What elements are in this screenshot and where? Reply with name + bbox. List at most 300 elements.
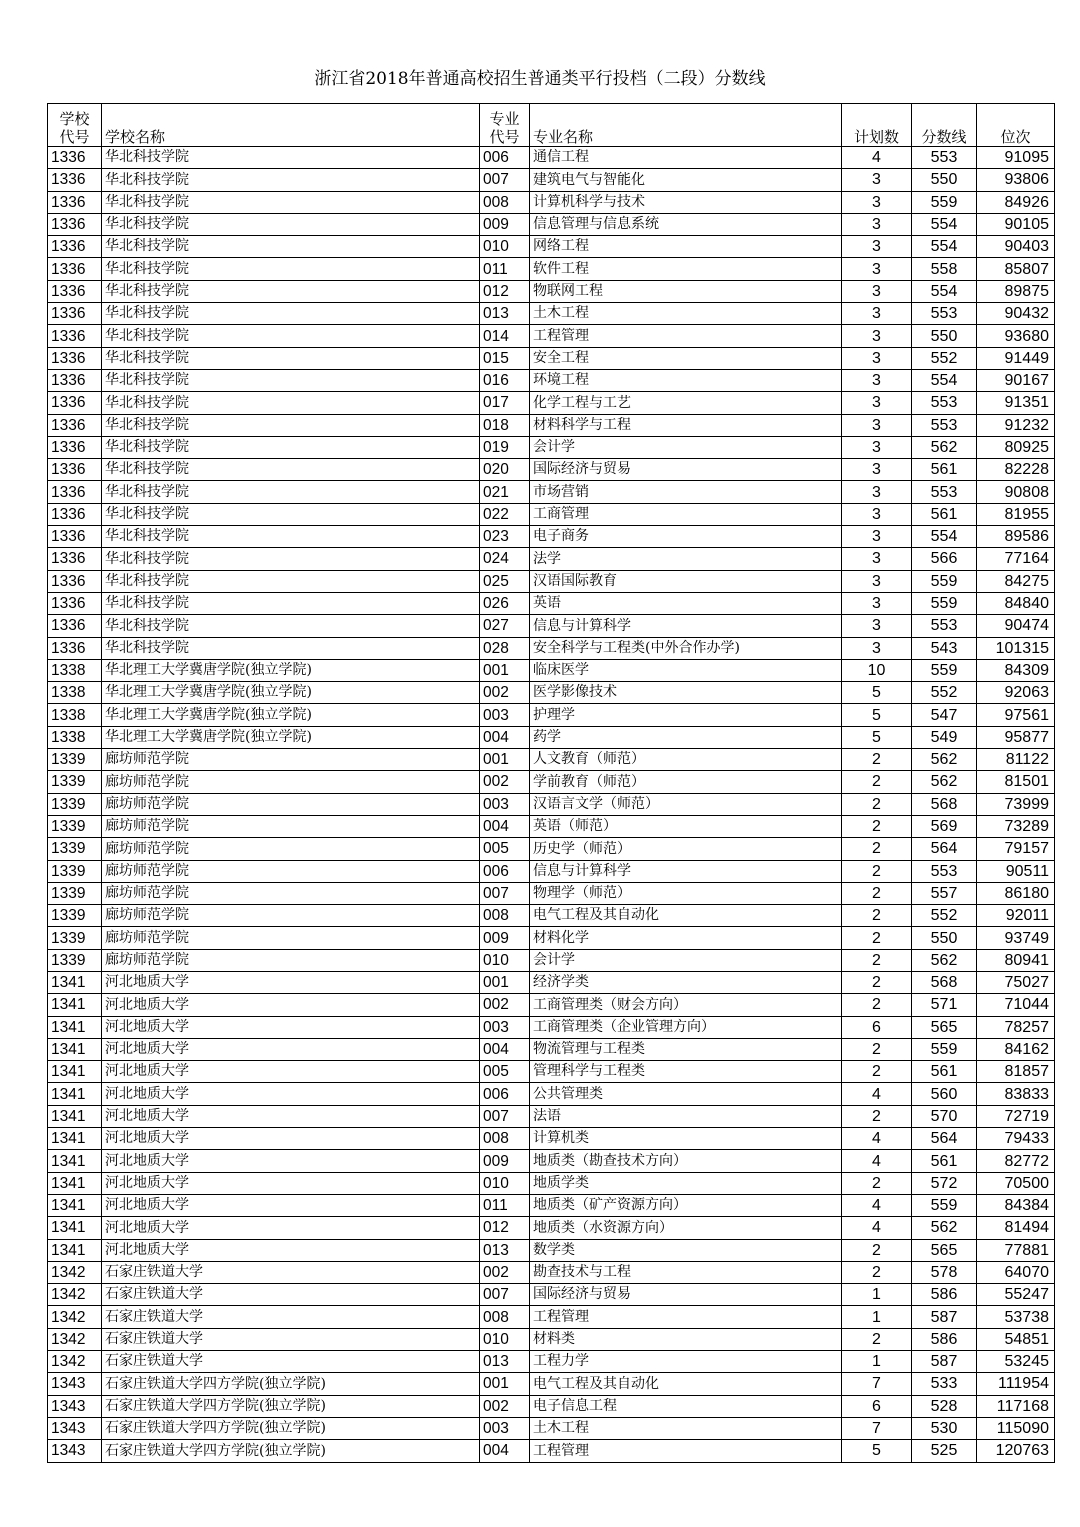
- cell-rank: 81955: [977, 503, 1055, 525]
- cell-major-name: 材料化学: [530, 927, 842, 949]
- cell-major-name: 化学工程与工艺: [530, 392, 842, 414]
- cell-school-name: 廊坊师范学院: [102, 838, 480, 860]
- cell-plan-count: 1: [842, 1351, 912, 1373]
- table-row: [48, 1217, 1055, 1239]
- cell-major-name: 学前教育（师范）: [530, 771, 842, 793]
- cell-score-line: 564: [912, 1128, 977, 1150]
- cell-major-code: 008: [480, 191, 530, 213]
- cell-school-name: 石家庄铁道大学: [102, 1261, 480, 1283]
- cell-school-code: 1342: [48, 1351, 102, 1373]
- table-body: [48, 147, 1055, 1463]
- cell-school-code: 1336: [48, 280, 102, 302]
- page-title: 浙江省2018年普通高校招生普通类平行投档（二段）分数线: [314, 69, 766, 89]
- cell-major-code: 018: [480, 414, 530, 436]
- cell-school-name: 石家庄铁道大学: [102, 1306, 480, 1328]
- cell-plan-count: 3: [842, 570, 912, 592]
- cell-score-line: 553: [912, 392, 977, 414]
- cell-score-line: 559: [912, 659, 977, 681]
- cell-rank: 84840: [977, 592, 1055, 614]
- cell-score-line: 552: [912, 905, 977, 927]
- cell-rank: 53245: [977, 1351, 1055, 1373]
- cell-plan-count: 7: [842, 1417, 912, 1439]
- cell-plan-count: 2: [842, 1105, 912, 1127]
- cell-score-line: 568: [912, 971, 977, 993]
- cell-school-code: 1336: [48, 414, 102, 436]
- cell-school-name: 华北科技学院: [102, 592, 480, 614]
- cell-major-name: 人文教育（师范）: [530, 749, 842, 771]
- table-row: [48, 526, 1055, 548]
- cell-plan-count: 6: [842, 1016, 912, 1038]
- cell-rank: 84309: [977, 659, 1055, 681]
- cell-school-code: 1336: [48, 303, 102, 325]
- cell-major-name: 电子商务: [530, 526, 842, 548]
- cell-plan-count: 3: [842, 481, 912, 503]
- cell-plan-count: 3: [842, 236, 912, 258]
- cell-major-code: 001: [480, 971, 530, 993]
- cell-school-code: 1339: [48, 927, 102, 949]
- cell-rank: 84275: [977, 570, 1055, 592]
- cell-major-name: 通信工程: [530, 147, 842, 169]
- cell-school-name: 华北科技学院: [102, 147, 480, 169]
- cell-major-code: 024: [480, 548, 530, 570]
- cell-plan-count: 2: [842, 971, 912, 993]
- cell-score-line: 578: [912, 1261, 977, 1283]
- table-row: [48, 169, 1055, 191]
- cell-school-code: 1336: [48, 258, 102, 280]
- table-row: [48, 325, 1055, 347]
- cell-major-code: 008: [480, 1306, 530, 1328]
- table-row: [48, 927, 1055, 949]
- table-row: [48, 860, 1055, 882]
- cell-major-name: 材料类: [530, 1328, 842, 1350]
- cell-major-code: 005: [480, 838, 530, 860]
- cell-major-code: 003: [480, 793, 530, 815]
- cell-major-name: 药学: [530, 726, 842, 748]
- cell-rank: 71044: [977, 994, 1055, 1016]
- table-row: [48, 481, 1055, 503]
- cell-major-code: 025: [480, 570, 530, 592]
- cell-school-name: 河北地质大学: [102, 1239, 480, 1261]
- cell-school-name: 石家庄铁道大学四方学院(独立学院): [102, 1440, 480, 1462]
- cell-rank: 54851: [977, 1328, 1055, 1350]
- cell-school-code: 1341: [48, 1083, 102, 1105]
- cell-school-code: 1339: [48, 838, 102, 860]
- table-row: [48, 1440, 1055, 1462]
- cell-major-name: 汉语言文学（师范）: [530, 793, 842, 815]
- cell-rank: 73999: [977, 793, 1055, 815]
- cell-major-code: 023: [480, 526, 530, 548]
- cell-score-line: 543: [912, 637, 977, 659]
- table-row: [48, 548, 1055, 570]
- cell-plan-count: 3: [842, 280, 912, 302]
- cell-school-code: 1341: [48, 971, 102, 993]
- cell-plan-count: 1: [842, 1306, 912, 1328]
- cell-score-line: 553: [912, 615, 977, 637]
- cell-school-code: 1341: [48, 994, 102, 1016]
- cell-school-code: 1339: [48, 749, 102, 771]
- cell-major-name: 信息与计算科学: [530, 615, 842, 637]
- cell-school-code: 1338: [48, 659, 102, 681]
- cell-score-line: 569: [912, 815, 977, 837]
- cell-school-code: 1339: [48, 860, 102, 882]
- cell-plan-count: 3: [842, 392, 912, 414]
- cell-major-name: 工程力学: [530, 1351, 842, 1373]
- cell-school-code: 1336: [48, 213, 102, 235]
- cell-score-line: 560: [912, 1083, 977, 1105]
- cell-plan-count: 1: [842, 1284, 912, 1306]
- cell-major-code: 011: [480, 1194, 530, 1216]
- cell-score-line: 554: [912, 236, 977, 258]
- cell-school-name: 廊坊师范学院: [102, 949, 480, 971]
- cell-score-line: 550: [912, 927, 977, 949]
- table-row: [48, 280, 1055, 302]
- cell-school-code: 1343: [48, 1373, 102, 1395]
- cell-school-name: 石家庄铁道大学: [102, 1351, 480, 1373]
- cell-school-name: 石家庄铁道大学: [102, 1284, 480, 1306]
- cell-rank: 81857: [977, 1061, 1055, 1083]
- cell-school-name: 华北理工大学冀唐学院(独立学院): [102, 682, 480, 704]
- cell-major-name: 勘查技术与工程: [530, 1261, 842, 1283]
- cell-score-line: 557: [912, 882, 977, 904]
- cell-major-name: 地质类（矿产资源方向）: [530, 1194, 842, 1216]
- cell-plan-count: 2: [842, 949, 912, 971]
- table-row: [48, 615, 1055, 637]
- table-row: [48, 1395, 1055, 1417]
- cell-school-name: 华北科技学院: [102, 169, 480, 191]
- table-row: [48, 1128, 1055, 1150]
- cell-school-name: 石家庄铁道大学: [102, 1328, 480, 1350]
- cell-school-code: 1342: [48, 1261, 102, 1283]
- cell-rank: 80941: [977, 949, 1055, 971]
- cell-school-code: 1336: [48, 459, 102, 481]
- cell-major-name: 法学: [530, 548, 842, 570]
- cell-school-code: 1336: [48, 526, 102, 548]
- cell-score-line: 561: [912, 503, 977, 525]
- cell-major-code: 002: [480, 1261, 530, 1283]
- cell-rank: 92011: [977, 905, 1055, 927]
- cell-school-name: 石家庄铁道大学四方学院(独立学院): [102, 1395, 480, 1417]
- cell-major-name: 计算机类: [530, 1128, 842, 1150]
- cell-plan-count: 3: [842, 637, 912, 659]
- cell-major-code: 022: [480, 503, 530, 525]
- cell-rank: 80925: [977, 436, 1055, 458]
- cell-major-code: 008: [480, 1128, 530, 1150]
- cell-school-code: 1339: [48, 882, 102, 904]
- cell-major-code: 026: [480, 592, 530, 614]
- cell-school-name: 河北地质大学: [102, 1016, 480, 1038]
- table-row: [48, 213, 1055, 235]
- cell-plan-count: 4: [842, 1083, 912, 1105]
- cell-rank: 92063: [977, 682, 1055, 704]
- cell-major-code: 017: [480, 392, 530, 414]
- cell-plan-count: 3: [842, 615, 912, 637]
- table-row: [48, 436, 1055, 458]
- cell-major-name: 工商管理类（企业管理方向）: [530, 1016, 842, 1038]
- cell-rank: 55247: [977, 1284, 1055, 1306]
- cell-plan-count: 2: [842, 1172, 912, 1194]
- cell-score-line: 559: [912, 1194, 977, 1216]
- cell-score-line: 587: [912, 1306, 977, 1328]
- cell-major-code: 011: [480, 258, 530, 280]
- cell-major-code: 005: [480, 1061, 530, 1083]
- cell-plan-count: 4: [842, 1194, 912, 1216]
- cell-school-code: 1342: [48, 1306, 102, 1328]
- cell-plan-count: 3: [842, 325, 912, 347]
- cell-plan-count: 4: [842, 147, 912, 169]
- cell-plan-count: 2: [842, 860, 912, 882]
- table-row: [48, 258, 1055, 280]
- cell-school-name: 华北科技学院: [102, 503, 480, 525]
- table-row: [48, 905, 1055, 927]
- cell-major-code: 009: [480, 927, 530, 949]
- table-row: [48, 592, 1055, 614]
- cell-major-code: 006: [480, 147, 530, 169]
- cell-school-code: 1341: [48, 1061, 102, 1083]
- cell-school-name: 河北地质大学: [102, 1194, 480, 1216]
- cell-school-code: 1341: [48, 1194, 102, 1216]
- cell-major-code: 010: [480, 1328, 530, 1350]
- cell-major-name: 建筑电气与智能化: [530, 169, 842, 191]
- cell-plan-count: 3: [842, 526, 912, 548]
- cell-score-line: 525: [912, 1440, 977, 1462]
- cell-plan-count: 3: [842, 169, 912, 191]
- cell-school-name: 河北地质大学: [102, 994, 480, 1016]
- cell-school-name: 河北地质大学: [102, 971, 480, 993]
- cell-plan-count: 2: [842, 793, 912, 815]
- cell-rank: 84926: [977, 191, 1055, 213]
- cell-major-code: 027: [480, 615, 530, 637]
- cell-rank: 79433: [977, 1128, 1055, 1150]
- cell-plan-count: 2: [842, 927, 912, 949]
- cell-major-name: 工商管理: [530, 503, 842, 525]
- cell-school-name: 河北地质大学: [102, 1061, 480, 1083]
- cell-score-line: 564: [912, 838, 977, 860]
- cell-score-line: 550: [912, 325, 977, 347]
- cell-school-code: 1339: [48, 905, 102, 927]
- cell-rank: 90808: [977, 481, 1055, 503]
- table-row: [48, 771, 1055, 793]
- cell-major-name: 临床医学: [530, 659, 842, 681]
- table-row: [48, 414, 1055, 436]
- cell-rank: 91351: [977, 392, 1055, 414]
- cell-major-name: 电气工程及其自动化: [530, 905, 842, 927]
- cell-school-name: 华北理工大学冀唐学院(独立学院): [102, 726, 480, 748]
- cell-score-line: 565: [912, 1239, 977, 1261]
- header-score-line: 分数线: [912, 104, 977, 147]
- cell-score-line: 554: [912, 213, 977, 235]
- cell-plan-count: 2: [842, 1061, 912, 1083]
- cell-school-code: 1336: [48, 503, 102, 525]
- cell-school-code: 1341: [48, 1150, 102, 1172]
- cell-plan-count: 2: [842, 994, 912, 1016]
- cell-plan-count: 6: [842, 1395, 912, 1417]
- cell-school-name: 华北科技学院: [102, 258, 480, 280]
- cell-plan-count: 2: [842, 1328, 912, 1350]
- cell-rank: 72719: [977, 1105, 1055, 1127]
- cell-rank: 120763: [977, 1440, 1055, 1462]
- cell-school-name: 石家庄铁道大学四方学院(独立学院): [102, 1373, 480, 1395]
- cell-school-code: 1336: [48, 147, 102, 169]
- table-row: [48, 1306, 1055, 1328]
- cell-score-line: 570: [912, 1105, 977, 1127]
- cell-rank: 93806: [977, 169, 1055, 191]
- cell-school-code: 1341: [48, 1105, 102, 1127]
- cell-major-name: 电子信息工程: [530, 1395, 842, 1417]
- cell-major-code: 028: [480, 637, 530, 659]
- cell-score-line: 559: [912, 1038, 977, 1060]
- cell-major-name: 软件工程: [530, 258, 842, 280]
- cell-school-name: 河北地质大学: [102, 1128, 480, 1150]
- cell-major-name: 市场营销: [530, 481, 842, 503]
- cell-major-code: 004: [480, 1038, 530, 1060]
- cell-major-name: 材料科学与工程: [530, 414, 842, 436]
- cell-school-name: 华北科技学院: [102, 213, 480, 235]
- cell-score-line: 566: [912, 548, 977, 570]
- cell-rank: 53738: [977, 1306, 1055, 1328]
- cell-major-name: 地质类（水资源方向）: [530, 1217, 842, 1239]
- table-row: [48, 994, 1055, 1016]
- cell-plan-count: 3: [842, 303, 912, 325]
- cell-major-code: 013: [480, 1351, 530, 1373]
- cell-major-code: 007: [480, 1105, 530, 1127]
- cell-school-name: 华北科技学院: [102, 414, 480, 436]
- cell-major-name: 地质学类: [530, 1172, 842, 1194]
- cell-major-name: 英语（师范）: [530, 815, 842, 837]
- cell-plan-count: 3: [842, 436, 912, 458]
- cell-rank: 82228: [977, 459, 1055, 481]
- cell-major-code: 016: [480, 369, 530, 391]
- cell-major-code: 015: [480, 347, 530, 369]
- cell-major-code: 009: [480, 213, 530, 235]
- cell-rank: 81494: [977, 1217, 1055, 1239]
- cell-school-code: 1343: [48, 1395, 102, 1417]
- cell-score-line: 558: [912, 258, 977, 280]
- cell-rank: 70500: [977, 1172, 1055, 1194]
- table-row: [48, 726, 1055, 748]
- cell-school-name: 廊坊师范学院: [102, 815, 480, 837]
- cell-rank: 111954: [977, 1373, 1055, 1395]
- cell-plan-count: 5: [842, 726, 912, 748]
- cell-major-code: 004: [480, 726, 530, 748]
- cell-plan-count: 3: [842, 503, 912, 525]
- cell-rank: 78257: [977, 1016, 1055, 1038]
- cell-major-name: 工程管理: [530, 1440, 842, 1462]
- cell-school-code: 1343: [48, 1417, 102, 1439]
- cell-major-name: 土木工程: [530, 1417, 842, 1439]
- cell-major-code: 020: [480, 459, 530, 481]
- cell-major-name: 安全科学与工程类(中外合作办学): [530, 637, 842, 659]
- cell-major-name: 数学类: [530, 1239, 842, 1261]
- cell-rank: 82772: [977, 1150, 1055, 1172]
- cell-school-code: 1336: [48, 236, 102, 258]
- cell-school-code: 1338: [48, 704, 102, 726]
- cell-rank: 91449: [977, 347, 1055, 369]
- cell-score-line: 553: [912, 303, 977, 325]
- cell-school-code: 1336: [48, 392, 102, 414]
- cell-plan-count: 3: [842, 414, 912, 436]
- cell-rank: 97561: [977, 704, 1055, 726]
- cell-school-name: 河北地质大学: [102, 1172, 480, 1194]
- cell-major-code: 019: [480, 436, 530, 458]
- cell-rank: 89586: [977, 526, 1055, 548]
- cell-rank: 81122: [977, 749, 1055, 771]
- cell-major-name: 网络工程: [530, 236, 842, 258]
- cell-plan-count: 2: [842, 838, 912, 860]
- header-plan-count: 计划数: [842, 104, 912, 147]
- table-row: [48, 570, 1055, 592]
- cell-major-code: 003: [480, 704, 530, 726]
- cell-major-name: 安全工程: [530, 347, 842, 369]
- cell-score-line: 587: [912, 1351, 977, 1373]
- cell-rank: 90432: [977, 303, 1055, 325]
- cell-rank: 73289: [977, 815, 1055, 837]
- cell-score-line: 550: [912, 169, 977, 191]
- cell-school-name: 河北地质大学: [102, 1217, 480, 1239]
- cell-major-name: 管理科学与工程类: [530, 1061, 842, 1083]
- cell-rank: 84162: [977, 1038, 1055, 1060]
- table-row: [48, 1038, 1055, 1060]
- cell-school-code: 1341: [48, 1016, 102, 1038]
- cell-score-line: 554: [912, 280, 977, 302]
- cell-school-name: 华北科技学院: [102, 570, 480, 592]
- table-row: [48, 1261, 1055, 1283]
- cell-school-name: 华北科技学院: [102, 459, 480, 481]
- cell-major-name: 电气工程及其自动化: [530, 1373, 842, 1395]
- cell-school-name: 华北理工大学冀唐学院(独立学院): [102, 704, 480, 726]
- cell-plan-count: 5: [842, 704, 912, 726]
- cell-score-line: 528: [912, 1395, 977, 1417]
- cell-school-name: 华北科技学院: [102, 369, 480, 391]
- cell-plan-count: 2: [842, 771, 912, 793]
- cell-major-code: 002: [480, 771, 530, 793]
- table-row: [48, 1016, 1055, 1038]
- cell-rank: 89875: [977, 280, 1055, 302]
- cell-score-line: 572: [912, 1172, 977, 1194]
- cell-major-name: 物联网工程: [530, 280, 842, 302]
- cell-major-code: 008: [480, 905, 530, 927]
- cell-major-name: 会计学: [530, 949, 842, 971]
- table-row: [48, 1373, 1055, 1395]
- cell-school-code: 1339: [48, 793, 102, 815]
- cell-major-name: 物流管理与工程类: [530, 1038, 842, 1060]
- cell-rank: 93749: [977, 927, 1055, 949]
- cell-plan-count: 3: [842, 258, 912, 280]
- cell-major-code: 010: [480, 236, 530, 258]
- cell-school-code: 1336: [48, 347, 102, 369]
- cell-major-name: 医学影像技术: [530, 682, 842, 704]
- cell-plan-count: 3: [842, 459, 912, 481]
- cell-school-code: 1336: [48, 369, 102, 391]
- cell-school-code: 1342: [48, 1328, 102, 1350]
- table-row: [48, 682, 1055, 704]
- cell-major-name: 地质类（勘查技术方向）: [530, 1150, 842, 1172]
- cell-major-code: 007: [480, 1284, 530, 1306]
- table-row: [48, 1328, 1055, 1350]
- header-rank: 位次: [977, 104, 1055, 147]
- cell-rank: 84384: [977, 1194, 1055, 1216]
- table-row: [48, 971, 1055, 993]
- table-row: [48, 459, 1055, 481]
- cell-major-name: 工商管理类（财会方向）: [530, 994, 842, 1016]
- cell-score-line: 562: [912, 949, 977, 971]
- cell-school-name: 廊坊师范学院: [102, 927, 480, 949]
- cell-major-code: 003: [480, 1417, 530, 1439]
- cell-major-code: 003: [480, 1016, 530, 1038]
- cell-score-line: 554: [912, 526, 977, 548]
- cell-school-name: 华北科技学院: [102, 526, 480, 548]
- cell-major-name: 会计学: [530, 436, 842, 458]
- cell-plan-count: 10: [842, 659, 912, 681]
